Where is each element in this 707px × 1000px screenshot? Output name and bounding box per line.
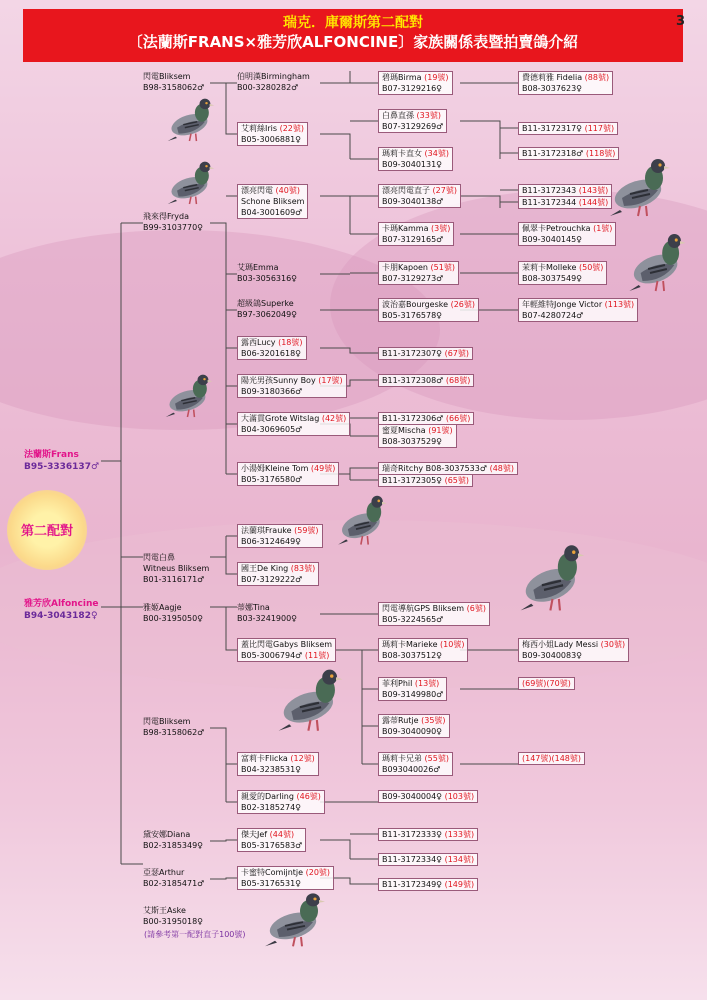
entry-name: 波治嘉Bourgeske [382,300,449,309]
page-number: 3 [676,14,686,29]
entry-ring: B99-3103770♀ [143,223,204,232]
entry-lot-number: (117號) [582,124,615,133]
entry-ring: B02-3185471♂ [143,879,205,888]
entry-name: B09-3040004♀ [382,792,443,801]
pedigree-entry [378,714,450,738]
entry-ring: B06-3201618♀ [241,349,302,358]
entry-lot-number: (33號) [414,111,441,120]
pigeon-photo-3 [600,150,680,220]
entry-name: B11-3172334♀ [382,855,443,864]
entry-lot-number: (1號) [590,224,613,233]
entry-lot-number: (27號) [430,186,457,195]
entry-ring: B00-3280282♂ [237,83,299,92]
entry-ring: B09-3040145♀ [522,235,583,244]
entry-lot-number: (51號) [427,263,455,272]
entry-name: 閃電Bliksem [143,717,191,726]
pedigree-entry [237,752,319,776]
entry-ring: B02-3185349♀ [143,841,204,850]
entry-ring: B09-3040083♀ [522,651,583,660]
entry-name: B11-3172349♀ [382,880,443,889]
pedigree-entry [378,71,453,95]
entry-ring: B07-3129165♂ [382,235,444,244]
entry-ring: B09-3040131♀ [382,160,443,169]
page-title: 瑞克．庫爾斯第二配對 [283,15,423,31]
entry-name: B11-3172307♀ [382,349,443,358]
entry-name: 富莉卡Flicka [241,754,288,763]
pedigree-entry [237,122,308,146]
pedigree-entry [378,298,479,322]
pedigree-entry [237,262,297,284]
entry-lot-number: (59號) [291,526,319,535]
entry-ring: B08-3037549♀ [522,274,583,283]
entry-lot-number: (55號) [422,754,449,763]
pedigree-entry [378,222,454,246]
pedigree-entry [143,71,204,93]
pedigree-entry [378,347,473,360]
entry-lot-number: (30號) [598,640,626,649]
pigeon-photo-7 [510,535,595,615]
pedigree-entry [518,677,575,690]
page-subtitle: 〔法蘭斯FRANS×雅芳欣ALFONCINE〕家族關係表暨拍賣鴿介紹 [127,33,579,51]
pedigree-entry [378,109,447,133]
entry-name: 小湯姆Kleine Tom [241,464,309,473]
entry-name: 費德莉雅 Fidelia [522,73,583,82]
entry-lot-number: (22號) [277,124,305,133]
entry-subname: Schone Bliksem [241,197,305,206]
entry-lot-number: (13號) [412,679,440,688]
entry-name: 親愛的Darling [241,792,294,801]
entry-name: 雅姬Aagje [143,603,182,612]
pedigree-entry [143,211,203,233]
entry-ring: B05-3006794♂ [241,651,303,660]
pedigree-entry [518,752,585,765]
entry-lot-number: (44號) [267,830,295,839]
entry-name: 艾莉絲Iris [241,124,278,133]
entry-name: 露西Lucy [241,338,276,347]
pedigree-entry [237,298,297,320]
entry-ring: B98-3158062♂ [143,728,205,737]
pedigree-entry [378,474,473,487]
entry-name: 傑夫Jef [241,830,268,839]
entry-lot-number: (149號) [442,880,475,889]
pedigree-entry [237,828,306,852]
pedigree-entry [378,790,478,803]
pedigree-entry [378,828,478,841]
pigeon-photo-6 [330,488,395,548]
entry-name: 漂亮閃電直子 [382,186,430,195]
entry-lot-number: (20號) [303,868,331,877]
entry-ring: B07-3129222♂ [241,575,303,584]
entry-name: 佩翠卡Petrouchka [522,224,591,233]
entry-name: B11-3172305♀ [382,476,443,485]
entry-ring: B07-3129216♀ [382,84,443,93]
pedigree-entry [378,853,478,866]
entry-name: 國王De King [241,564,289,573]
entry-name: 卡朋Kapoen [382,263,428,272]
entry-ring: B05-3224565♂ [382,615,444,624]
entry-ring: B01-3116171♂ [143,575,205,584]
entry-lot-number: (12號) [287,754,315,763]
pedigree-entry [237,602,297,624]
entry-name: 黛安娜Diana [143,830,191,839]
entry-lot-number: (147號)(148號) [522,754,582,763]
entry-ring: B02-3185274♀ [241,803,302,812]
entry-name: 蓋比閃電Gabys Bliksem [241,640,333,649]
entry-name: 碧瑪Birma [382,73,422,82]
pedigree-entry [237,184,308,219]
pedigree-entry [237,412,350,436]
entry-name: 法蘭琪Frauke [241,526,292,535]
pedigree-entry [378,878,478,891]
pedigree-entry [237,638,336,662]
entry-name: 亞瑟Arthur [143,868,185,877]
entry-ring: B97-3062049♀ [237,310,298,319]
entry-lot-number: (6號) [464,604,486,613]
entry-name: 蜜夏Mischa [382,426,426,435]
entry-lot-number: (143號) [576,186,609,195]
entry-ring: B05-3176580♂ [241,475,303,484]
entry-ring: B08-3037512♀ [382,651,443,660]
entry-name: B11-3172344 [522,198,577,207]
entry-ring: B08-3037623♀ [522,84,583,93]
entry-name: B11-3172317♀ [522,124,583,133]
pigeon-photo-5 [158,368,220,420]
pedigree-entry [518,638,629,662]
entry-ring: B04-3238531♀ [241,765,302,774]
pedigree-entry [378,147,453,171]
entry-name: 閃電導航GPS Bliksem [382,604,465,613]
pedigree-entry [518,261,607,285]
pedigree-entry [237,562,319,586]
entry-ring: B05-3176531♀ [241,879,302,888]
pedigree-entry [378,677,447,701]
pedigree-entry [518,122,618,135]
entry-lot-number: (17號) [315,376,343,385]
pedigree-entry [237,790,325,814]
pedigree-entry [518,222,616,246]
entry-ring: B05-3176578♀ [382,311,443,320]
pigeon-photo-2 [160,155,222,207]
entry-lot-number: (3號) [428,224,451,233]
entry-lot-number: (65號) [442,476,470,485]
entry-lot-number: (26號) [448,300,476,309]
entry-lot-number: (67號) [442,349,470,358]
pedigree-entry [518,71,613,95]
pedigree-entry [237,374,347,398]
entry-ring: B98-3158062♂ [143,83,205,92]
entry-lot-number: (66號) [443,414,471,423]
dam-name: 雅芳欣Alfoncine [24,599,99,609]
pedigree-entry [237,71,310,93]
pedigree-entry [378,638,468,662]
entry-name: 伯明漢Birmingham [237,72,310,81]
entry-name: 閃電Bliksem [143,72,191,81]
entry-name: 艾瑪Emma [237,263,279,272]
entry-ring: B09-3180366♂ [241,387,303,396]
entry-name: 蒂娜Tina [237,603,270,612]
entry-name: 卡蜜特Comijntje [241,868,304,877]
pedigree-entry [378,602,490,626]
pedigree-entry [378,752,453,776]
pedigree-entry [378,184,461,208]
entry-name: 瑪莉卡兄弟 [382,754,422,763]
pigeon-photo-1 [160,92,222,144]
entry-lot-number: (34號) [422,149,449,158]
entry-name: 飛來得Fryda [143,212,190,221]
entry-name: B11-3172308♂ [382,376,444,385]
pedigree-entry [143,552,209,585]
entry-name: 菲利Phil [382,679,413,688]
entry-lot-number: (91號) [425,426,453,435]
pedigree-entry [378,261,459,285]
pedigree-entry [237,462,339,486]
dam-ring: B94-3043182♀ [24,611,98,621]
entry-ring: B07-3129269♂ [382,122,444,131]
entry-lot-number: (11號) [302,651,330,660]
pedigree-entry [143,716,204,738]
entry-name: 瑞奇Ritchy B08-3037533♂ [382,464,488,473]
entry-name: 白鼻直孫 [382,111,414,120]
entry-lot-number: (133號) [442,830,475,839]
pedigree-entry [378,424,457,448]
entry-lot-number: (144號) [576,198,609,207]
pedigree-entry [237,336,307,360]
entry-lot-number: (48號) [487,464,514,473]
entry-name: 大滿貫Grote Witslag [241,414,320,423]
entry-name: 艾斯王Aske [143,906,186,915]
entry-name: 漂亮閃電 [241,186,273,195]
entry-ring: B00-3195050♀ [143,614,204,623]
entry-ring: B03-3056316♀ [237,274,298,283]
pedigree-entry [143,602,203,624]
entry-lot-number: (42號) [319,414,347,423]
entry-name: B11-3172306♂ [382,414,444,423]
entry-ring: B04-3001609♂ [241,208,303,217]
entry-name: B11-3172333♀ [382,830,443,839]
entry-ring: B08-3037529♀ [382,437,443,446]
entry-ring: B09-3149980♂ [382,690,444,699]
pedigree-entry [378,374,474,387]
entry-lot-number: (35號) [418,716,446,725]
entry-ring: B07-4280724♂ [522,311,584,320]
pigeon-photo-4 [620,225,695,295]
entry-ring: B03-3241900♀ [237,614,298,623]
entry-ring: B04-3069605♂ [241,425,303,434]
entry-lot-number: (69號)(70號) [522,679,571,688]
entry-lot-number: (40號) [273,186,300,195]
entry-lot-number: (113號) [602,300,635,309]
pedigree-entry [518,196,612,209]
entry-ring: B093040026♂ [382,765,441,774]
entry-name: 超級鴿Superke [237,299,294,308]
entry-ring: B09-3040090♀ [382,727,443,736]
entry-name: 年輕維特Jonge Victor [522,300,603,309]
entry-lot-number: (49號) [308,464,336,473]
pedigree-entry [143,867,204,889]
pedigree-entry [143,829,203,851]
entry-ring: B05-3006881♀ [241,135,302,144]
entry-ring: B00-3195018♀ [143,917,204,926]
entry-lot-number: (19號) [421,73,449,82]
entry-lot-number: (18號) [275,338,303,347]
pedigree-entry [237,524,323,548]
entry-subname: Witneus Bliksem [143,564,210,573]
pigeon-photo-9 [255,885,335,950]
pedigree-entry [143,905,203,927]
entry-lot-number: (68號) [443,376,471,385]
entry-ring: B07-3129273♂ [382,274,444,283]
pedigree-entry [518,298,638,322]
entry-lot-number: (50號) [576,263,604,272]
dam-alfoncine [24,598,99,622]
pairing-badge-label: 第二配對 [20,524,73,539]
entry-ring: B09-3040138♂ [382,197,444,206]
entry-name: 瑪莉卡Marieke [382,640,438,649]
sire-frans [24,449,99,473]
entry-name: 陽光男孩Sunny Boy [241,376,316,385]
entry-name: B11-3172343 [522,186,577,195]
entry-lot-number: (10號) [437,640,465,649]
entry-lot-number: (103號) [442,792,475,801]
entry-name: 瑪莉卡直女 [382,149,422,158]
entry-name: 卡瑪Kamma [382,224,429,233]
entry-lot-number: (118號) [583,149,616,158]
entry-lot-number: (88號) [582,73,610,82]
entry-name: 露蒂Rutje [382,716,419,725]
entry-lot-number: (134號) [442,855,475,864]
entry-lot-number: (83號) [288,564,316,573]
entry-name: 閃電白鼻 [143,553,175,562]
entry-name: 茉莉卡Molleke [522,263,577,272]
footnote: (請參考第一配對直子100號) [144,930,246,939]
pairing-badge [7,490,87,570]
pigeon-photo-8 [268,660,353,735]
entry-lot-number: (46號) [293,792,321,801]
entry-name: B11-3172318♂ [522,149,584,158]
sire-name: 法蘭斯Frans [24,450,79,460]
entry-ring: B05-3176583♂ [241,841,303,850]
entry-name: 梅西小姐Lady Messi [522,640,599,649]
sire-ring: B95-3336137♂ [24,462,100,472]
entry-ring: B06-3124649♀ [241,537,302,546]
